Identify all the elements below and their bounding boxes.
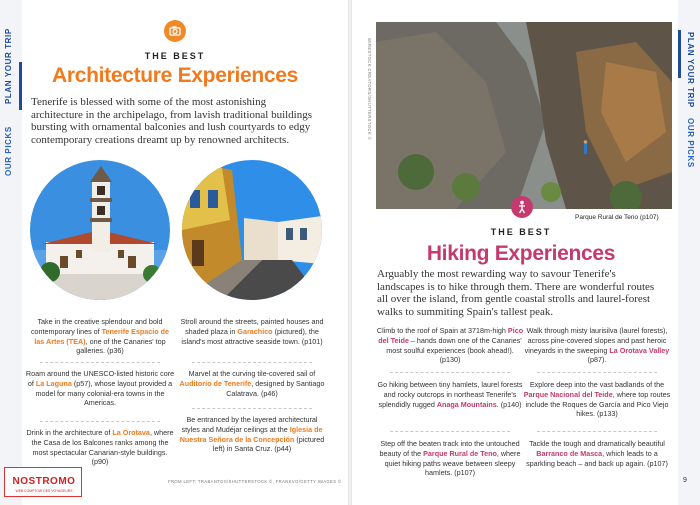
right-side-tab bbox=[678, 0, 700, 505]
street-photo bbox=[182, 160, 322, 300]
item-text: Go hiking between tiny hamlets, laurel forests and rocky outcrops in northeast Tenerife's splendidly rugged bbox=[377, 380, 523, 409]
tab-our-picks[interactable]: OUR PICKS bbox=[686, 118, 695, 168]
item-text: (pictured left) in Santa Cruz. (p44) bbox=[212, 434, 325, 454]
hiking-item-teide bbox=[375, 326, 525, 365]
intro-line: contemporary creations dreamt up by renowned architects. bbox=[31, 133, 290, 146]
camera-icon bbox=[164, 20, 186, 42]
item-highlight[interactable]: La Laguna bbox=[35, 378, 72, 388]
item-highlight[interactable]: Tenerife Espacio de las Artes (TEA) bbox=[34, 326, 170, 346]
item-text: , designed by Santiago Calatrava. (p46) bbox=[226, 378, 325, 398]
item-highlight[interactable]: Iglesia de Nuestra Señora de la Concepción bbox=[179, 424, 323, 444]
item-text: , one of the Canaries' top galleries. (p36) bbox=[76, 336, 166, 356]
item-text: , where quiet hiking paths weave between sleepy hamlets. (p107) bbox=[384, 448, 521, 478]
divider bbox=[390, 372, 510, 373]
item-text: Climb to the roof of Spain at 3718m-high bbox=[376, 326, 508, 335]
logo-tagline: WEB COMPTOIR DES VOYAGEURS bbox=[15, 489, 73, 493]
architecture-item-garachico bbox=[177, 317, 327, 346]
architecture-item-auditorio bbox=[177, 369, 327, 398]
architecture-intro bbox=[31, 96, 331, 146]
divider bbox=[40, 362, 160, 363]
hiking-title: Hiking Experiences bbox=[426, 242, 616, 265]
tab-marker bbox=[19, 62, 22, 110]
divider bbox=[40, 421, 160, 422]
page-number: 9 bbox=[683, 477, 687, 484]
tab-plan-your-trip[interactable]: PLAN YOUR TRIP bbox=[4, 28, 13, 104]
item-text: – hands down one of the Canaries' most soulful experiences (book ahead!). (p130) bbox=[386, 335, 522, 365]
intro-line: Tenerife is blessed with some of the most astonishing bbox=[31, 96, 267, 108]
architecture-item-iglesia bbox=[177, 415, 327, 454]
item-text: Explore deep into the vast badlands of the bbox=[529, 380, 665, 389]
item-highlight[interactable]: Parque Nacional del Teide bbox=[523, 389, 613, 399]
item-highlight[interactable]: Garachico bbox=[237, 326, 273, 336]
logo-name: NOSTROMO bbox=[12, 476, 76, 487]
left-side-tab bbox=[0, 0, 22, 505]
intro-line: all over the island, from gentle coastal strolls and laurel-forest bbox=[377, 293, 651, 305]
church-photo bbox=[30, 160, 170, 300]
intro-line: Arguably the most rewarding way to savour Tenerife's bbox=[377, 268, 616, 280]
hiking-item-anaga bbox=[375, 380, 525, 409]
item-text: , which leads to a sparkling beach – and back up again. (p107) bbox=[526, 448, 668, 468]
tab-marker bbox=[678, 30, 681, 78]
hiking-item-masca bbox=[522, 439, 672, 468]
hiking-intro bbox=[377, 268, 673, 318]
architecture-kicker: THE BEST bbox=[144, 51, 206, 61]
item-text: Drink in the architecture of bbox=[26, 428, 113, 437]
intro-line: landscapes is to hike through them. There are wonderful routes bbox=[377, 280, 655, 293]
intro-line: bursting with ornamental balconies and lush courtyards to edgy bbox=[31, 121, 311, 133]
intro-line: architecture in the archipelago, from lavish traditional buildings bbox=[31, 108, 313, 121]
architecture-item-la-laguna bbox=[25, 369, 175, 408]
architecture-photo-credit: FROM LEFT: TRABANTOS/SHUTTERSTOCK ©, FRANKVG/GETTY IMAGES © bbox=[168, 479, 342, 484]
item-highlight[interactable]: La Orotava Valley bbox=[609, 345, 670, 355]
item-highlight[interactable]: Anaga Mountains bbox=[436, 399, 497, 409]
hiker-icon bbox=[511, 196, 533, 218]
divider bbox=[192, 408, 312, 409]
hiking-photo-credit: WIRESTOCK CREATORS/SHUTTERSTOCK © bbox=[367, 38, 372, 141]
hiking-kicker: THE BEST bbox=[490, 227, 552, 237]
item-text: Stroll around the streets, painted houses and shaded plaza in bbox=[180, 317, 324, 336]
architecture-title: Architecture Experiences bbox=[51, 64, 299, 87]
item-highlight[interactable]: Pico del Teide bbox=[378, 326, 524, 345]
divider bbox=[390, 431, 510, 432]
tab-our-picks[interactable]: OUR PICKS bbox=[4, 126, 13, 176]
intro-line: walks to summiting Spain's tallest peak. bbox=[377, 305, 554, 318]
divider bbox=[537, 431, 657, 432]
item-highlight[interactable]: Auditorio de Tenerife bbox=[179, 378, 252, 388]
item-text: (p87). bbox=[587, 355, 607, 365]
item-text: Be entranced by the layered architectural styles and Mudéjar ceilings at the bbox=[181, 415, 318, 434]
divider bbox=[192, 362, 312, 363]
item-text: (pictured), the island's most attractive seaside town. (p101) bbox=[181, 326, 323, 346]
item-text: , where top routes include the Roques de García and Pico Viejo hikes. (p133) bbox=[525, 389, 671, 419]
nostromo-logo bbox=[4, 467, 82, 497]
item-text: Walk through misty laurisilva (laurel forests), across pine-covered slopes and past heroic vineyards in the sweeping bbox=[524, 326, 668, 355]
item-text: (p57), whose layout provided a model for many colonial-era towns in the Americas. bbox=[35, 378, 173, 408]
architecture-item-tea bbox=[25, 317, 175, 356]
photo-caption: Parque Rural de Teno (p107) bbox=[575, 214, 659, 221]
hiking-item-teide-park bbox=[522, 380, 672, 419]
item-text: , where the Casa de los Balcones ranks among the most spectacular Canarian-style buildings. (p90) bbox=[31, 428, 174, 467]
hiking-item-teno bbox=[375, 439, 525, 478]
teno-photo bbox=[376, 22, 672, 209]
item-highlight[interactable]: La Orotava bbox=[112, 428, 150, 437]
item-text: Step off the beaten track into the untouched beauty of the bbox=[379, 439, 520, 458]
tab-plan-your-trip[interactable]: PLAN YOUR TRIP bbox=[686, 32, 695, 108]
architecture-item-la-orotava bbox=[25, 428, 175, 467]
item-text: Take in the creative splendour and bold contemporary lines of bbox=[30, 317, 163, 336]
item-highlight[interactable]: Parque Rural de Teno bbox=[423, 448, 497, 458]
divider bbox=[537, 372, 657, 373]
item-text: Roam around the UNESCO-listed historic core of bbox=[25, 369, 175, 388]
item-text: Marvel at the curving tile-covered sail of bbox=[188, 369, 316, 378]
item-text: . (p140) bbox=[496, 399, 522, 409]
item-text: Tackle the tough and dramatically beautiful bbox=[529, 439, 665, 448]
item-highlight[interactable]: Barranco de Masca bbox=[536, 448, 603, 458]
hiking-item-orotava-valley bbox=[522, 326, 672, 365]
book-spine bbox=[348, 0, 352, 505]
